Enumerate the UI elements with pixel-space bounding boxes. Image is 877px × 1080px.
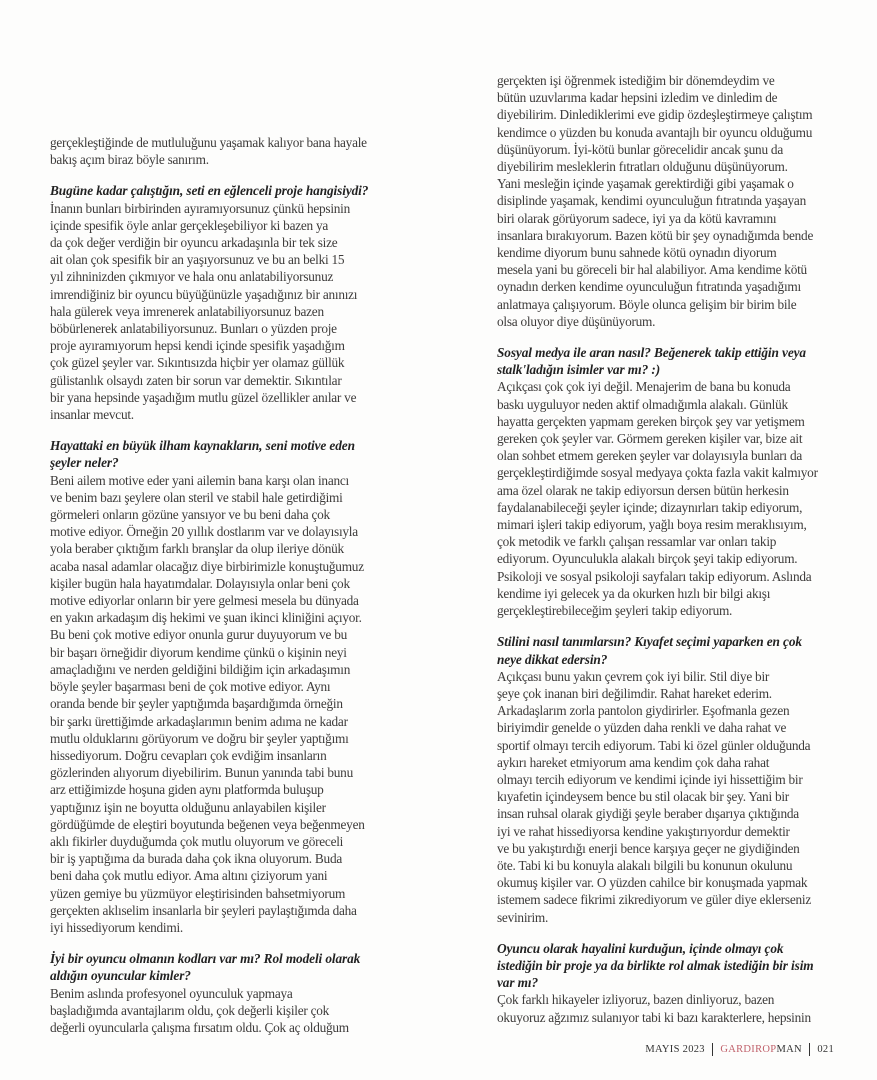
question-line: var mı? bbox=[497, 975, 539, 991]
text-line: şeye çok inanan biri değilimdir. Rahat hareket ederim. bbox=[497, 685, 772, 701]
text-line: Çok farklı hikayeler izliyoruz, bazen dinliyoruz, bazen bbox=[497, 992, 775, 1008]
question-line: Bugüne kadar çalıştığın, seti en eğlenceli proje hangisiydi? bbox=[50, 183, 369, 199]
text-line: çok güzel şeyler var. Sıkıntısızda hiçbir yer olamaz güllük bbox=[50, 355, 345, 371]
brand-name-part2: MAN bbox=[776, 1044, 802, 1055]
text-line: görmeleri onların gözüne yansıyor ve bu beni daha çok bbox=[50, 507, 330, 523]
text-line: olan sohbet etmem gereken şeyler var dolayısıyla bunları da bbox=[497, 448, 803, 464]
text-line: Beni ailem motive eder yani ailemin bana karşı olan inancı bbox=[50, 472, 349, 488]
interview-question bbox=[497, 633, 847, 667]
text-line: öte. Tabi ki bu konuyla alakalı bilgili bu konunun okulunu bbox=[497, 857, 793, 873]
question-line: İyi bir oyuncu olmanın kodları var mı? Rol modeli olarak bbox=[50, 951, 361, 967]
text-line: İnanın bunları birbirinden ayıramıyorsunuz çünkü hepsinin bbox=[50, 200, 350, 216]
text-line: yüzen gemiye bu yüzmüyor eleştirisinden bahsetmiyorum bbox=[50, 885, 346, 901]
text-line: gerçekleştirdiğimde sosyal medyaya çokta fazla vakit kalmıyor bbox=[497, 465, 818, 481]
text-line: Benim aslında profesyonel oyunculuk yapmaya bbox=[50, 985, 293, 1001]
interview-question bbox=[50, 437, 395, 471]
text-line: sportif olmayı tercih ediyorum. Tabi ki özel günler olduğunda bbox=[497, 737, 811, 753]
paragraph bbox=[497, 72, 847, 330]
text-line: gördüğümde de eleştiri boyutunda beğenen veya beğenmeyen bbox=[50, 816, 365, 832]
text-line: da çok değer verdiğin bir oyuncu arkadaşınla bir tek size bbox=[50, 235, 338, 251]
interview-question bbox=[497, 344, 847, 378]
question-line: Sosyal medya ile aran nasıl? Beğenerek takip ettiğin veya bbox=[497, 345, 806, 361]
page-number: 021 bbox=[817, 1044, 834, 1055]
text-line: mimari işleri takip ediyorum, yağlı boya resim meraklısıyım, bbox=[497, 517, 807, 533]
text-line: bütün uzuvlarıma kadar hepsini izledim ve dinledim de bbox=[497, 90, 778, 106]
text-line: mesela yani bu göreceli bir hal alabiliyor. Ama kendime kötü bbox=[497, 262, 807, 278]
text-line: oranda bende bir şeyler yaptığımda başardığımda örneğin bbox=[50, 696, 343, 712]
text-line: değerli oyuncularla çalışma fırsatım oldu. Çok aç olduğum bbox=[50, 1019, 349, 1035]
page-footer bbox=[645, 1043, 834, 1056]
text-line: başladığımda avantajlarım oldu, çok değerli kişiler çok bbox=[50, 1002, 330, 1018]
text-line: kendimce o yüzden bu konuda avantajlı bir oyuncu olduğumu bbox=[497, 124, 813, 140]
magazine-logo bbox=[720, 1044, 801, 1055]
text-line: ait olan çok spesifik bir an yaşıyorsunuz ve bu an belki 15 bbox=[50, 252, 345, 268]
text-line: böyle şeyler başarması beni de çok motive ediyor. Aynı bbox=[50, 679, 331, 695]
text-line: iyi ve rahat hissediyorsa kendine yakıştırıyordur demektir bbox=[497, 823, 790, 839]
text-line: bir iş yaptığıma da burada daha çok ikna oluyorum. Buda bbox=[50, 851, 343, 867]
text-line: baskı uyguluyor neden aktif olmadığımla alakalı. Günlük bbox=[497, 396, 788, 412]
paragraph bbox=[50, 134, 395, 168]
text-line: gerçekleştirebileceğim şeyleri takip ediyorum. bbox=[497, 603, 733, 619]
interview-qa bbox=[50, 950, 395, 1036]
interview-answer bbox=[50, 985, 395, 1037]
text-line: insanlar mevcut. bbox=[50, 407, 134, 423]
text-line: ve bu yakıştırdığı enerji bence karşıya geçer ne giydiğinden bbox=[497, 840, 800, 856]
text-line: bir yana hepsinde yaşadığım mutlu güzel özellikler anılar ve bbox=[50, 389, 357, 405]
text-line: böbürlenerek anlatabiliyorsunuz. Bunları o yüzden proje bbox=[50, 321, 337, 337]
text-line: iyi hissediyorum kendimi. bbox=[50, 919, 183, 935]
text-line: diyebilirim. Dinlediklerimi eve gidip özdeşleştirmeye çalıştım bbox=[497, 107, 813, 123]
question-line: stalk'ladığın isimler var mı? :) bbox=[497, 362, 661, 378]
text-line: biriyimdir genelde o yüzden daha renkli ve daha rahat ve bbox=[497, 720, 787, 736]
text-line: istemem sadece fikrimi zikrediyorum ve güler diye eklerseniz bbox=[497, 892, 811, 908]
text-line: gerçekten aklıselim insanlarla bir şeyleri paylaştığımda daha bbox=[50, 902, 357, 918]
text-line: motive ediyorlar onların bir yere gelmesi mesela bu dünyada bbox=[50, 593, 359, 609]
text-line: ve benim bazı şeylere olan steril ve stabil hale getirdiğimi bbox=[50, 489, 343, 505]
text-line: gülistanlık olsaydı zaten bir sorun var demektir. Sıkıntılar bbox=[50, 372, 342, 388]
text-line: düşünüyorum. İyi-kötü bunlar görecelidir ancak şunu da bbox=[497, 141, 783, 157]
text-line: hissediyorum. Doğru cevapları çok evdiğim insanların bbox=[50, 747, 327, 763]
question-line: aldığın oyuncular kimler? bbox=[50, 968, 191, 984]
interview-answer bbox=[50, 200, 395, 424]
text-line: gereken çok şeyler var. Görmem gereken kişiler var, bize ait bbox=[497, 431, 803, 447]
text-line: kişiler bugün hala hayatımdalar. Dolayısıyla onlar beni çok bbox=[50, 575, 350, 591]
interview-question bbox=[50, 950, 395, 984]
text-line: gerçekten işi öğrenmek istediğim bir dönemdeydim ve bbox=[497, 73, 775, 88]
text-line: yola beraber çıktığım farklı branşlar da olup ileriye dönük bbox=[50, 541, 344, 557]
text-line: diyebilirim mesleklerin fıtratları olduğunu düşünüyorum. bbox=[497, 159, 788, 175]
interview-qa bbox=[50, 437, 395, 936]
left-column bbox=[50, 134, 395, 1050]
question-line: Stilini nasıl tanımlarsın? Kıyafet seçimi yaparken en çok bbox=[497, 634, 802, 650]
question-line: neye dikkat edersin? bbox=[497, 651, 608, 667]
text-line: imrendiğiniz bir oyuncu büyüğünüzle yaşadığınız bir anınızı bbox=[50, 286, 358, 302]
brand-name-part1: GARDIROP bbox=[720, 1044, 777, 1055]
text-line: disiplinde yaşamak, kendimi oyunculuğun fıtratında yaşayan bbox=[497, 193, 806, 209]
text-line: ediyorum. Oyunculukla alakalı birçok şeyi takip ediyorum. bbox=[497, 551, 798, 567]
interview-question bbox=[50, 182, 395, 199]
interview-answer bbox=[50, 472, 395, 936]
interview-qa bbox=[497, 633, 847, 925]
text-line: kıyafetin içindeysem bence bu stil olacak bir şey. Yani bir bbox=[497, 789, 789, 805]
text-line: Psikoloji ve sosyal psikoloji sayfaları takip ediyorum. Aslında bbox=[497, 568, 812, 584]
interview-answer bbox=[497, 378, 847, 619]
text-line: bir şarkı ürettiğimde arkadaşlarımın benim adıma ne kadar bbox=[50, 713, 348, 729]
text-line: olmayı tercih ediyorum ve kendimi içinde iyi hissettiğim bir bbox=[497, 771, 803, 787]
question-line: Hayattaki en büyük ilham kaynakların, seni motive eden bbox=[50, 438, 355, 454]
text-line: Arkadaşlarım zorla pantolon giydirirler. Eşofmanla gezen bbox=[497, 703, 790, 719]
text-line: amaçladığını ve nerden geldiğini bildiğim için arkadaşımın bbox=[50, 661, 351, 677]
text-line: Açıkçası bunu yakın çevrem çok iyi bilir. Stil diye bir bbox=[497, 668, 770, 684]
text-line: arz ettiğimizde hoşuna giden aynı platformda buluşup bbox=[50, 782, 324, 798]
text-line: proje ayıramıyorum hepsi kendi içinde spesifik yaşadığım bbox=[50, 338, 345, 354]
text-line: Yani mesleğin içinde yaşamak gerektirdiği gibi yaşamak o bbox=[497, 176, 794, 192]
text-line: bir başarı örneğidir diyorum kendime çünkü o kişinin neyi bbox=[50, 644, 347, 660]
text-line: hala gülerek veya imrenerek anlatabiliyorsunuz bazen bbox=[50, 303, 324, 319]
divider bbox=[809, 1043, 811, 1056]
text-line: kendime diyorum bunu sahnede kötü oynadın diyorum bbox=[497, 245, 777, 261]
text-line: faydalanabileceği şeyler içinde; dizaynırları takip ediyorum, bbox=[497, 499, 803, 515]
text-line: Açıkçası çok çok iyi değil. Menajerim de bana bu konuda bbox=[497, 379, 791, 395]
interview-qa bbox=[50, 182, 395, 423]
divider bbox=[712, 1043, 714, 1056]
text-line: insan ruhsal olarak giydiği şeyle beraber dışarıya çıktığında bbox=[497, 806, 799, 822]
text-line: çok metodik ve farklı çalışan ressamlar var onları takip bbox=[497, 534, 777, 550]
right-column bbox=[497, 72, 847, 1040]
question-line: Oyuncu olarak hayalini kurduğun, içinde olmayı çok bbox=[497, 940, 784, 956]
text-line: ama özel olarak ne takip ediyorsun dersen bütün herkesin bbox=[497, 482, 789, 498]
interview-qa bbox=[497, 344, 847, 619]
interview-question bbox=[497, 940, 847, 992]
text-line: gözlerinden alıyorum diyebilirim. Bunun yanında tabi bunu bbox=[50, 765, 353, 781]
issue-date: MAYIS 2023 bbox=[645, 1044, 705, 1055]
text-line: aykırı hareket etmiyorum ama kendim çok daha rahat bbox=[497, 754, 770, 770]
text-line: okuyoruz ağzımız sulanıyor tabi ki bazı karakterlere, hepsinin bbox=[497, 1009, 811, 1025]
question-line: istediğin bir proje ya da birlikte rol almak istediğin bir isim bbox=[497, 957, 814, 973]
text-line: beni daha çok mutlu ediyor. Ama altını çiziyorum yani bbox=[50, 868, 328, 884]
text-line: mutlu olduklarını görüyorum ve doğru bir şeyler yaptığımı bbox=[50, 730, 349, 746]
text-line: acaba nasal adamlar olacağız diye birbirimizle konuştuğumuz bbox=[50, 558, 364, 574]
text-line: hayatta gerçekten yapmam gereken birçok şey var yetişmem bbox=[497, 413, 805, 429]
interview-answer bbox=[497, 668, 847, 926]
text-line: yıl zihninizden çıkmıyor ve hala onu anlatabiliyorsunuz bbox=[50, 269, 334, 285]
text-line: içinde spesifik öyle anlar gerçekleşebiliyor ki bazen ya bbox=[50, 217, 329, 233]
text-line: biri olarak görüyorum sadece, iyi ya da kötü kavramını bbox=[497, 210, 777, 226]
text-line: olsa oluyor diye düşünüyorum. bbox=[497, 313, 656, 329]
text-line: en yakın arkadaşım diş hekimi ve şuan ikinci kliniğini açıyor. bbox=[50, 610, 362, 626]
text-line: Bu beni çok motive ediyor onunla gurur duyuyorum ve bu bbox=[50, 627, 348, 643]
text-line: kendime iyi gelecek ya da okurken hızlı bir bilgi akışı bbox=[497, 585, 771, 601]
text-line: aklı fikirler duyduğumda çok mutlu oluyorum ve göreceli bbox=[50, 833, 344, 849]
text-line: gerçekleştiğinde de mutluluğunu yaşamak kalıyor bana hayale bbox=[50, 135, 367, 150]
text-line: okumuş kişiler var. O yüzden cahilce bir konuşmada yapmak bbox=[497, 875, 808, 891]
interview-answer bbox=[497, 991, 847, 1025]
text-line: sevinirim. bbox=[497, 909, 549, 925]
text-line: anlatmaya çalışıyorum. Böyle olunca gelişim bir birim bile bbox=[497, 296, 797, 312]
text-line: bakış açım biraz böyle sanırım. bbox=[50, 152, 209, 168]
text-line: insanlara bırakıyorum. Bazen kötü bir şey oynadığımda bende bbox=[497, 227, 814, 243]
text-line: motive ediyor. Örneğin 20 yıllık dostlarım var ve dolayısıyla bbox=[50, 524, 358, 540]
text-line: yaptığınız işin ne boyutta olduğunu anlayabilen kişiler bbox=[50, 799, 326, 815]
interview-qa bbox=[497, 940, 847, 1026]
text-line: oynadın derken kendime oyunculuğun fıtratında yaşadığımı bbox=[497, 279, 801, 295]
question-line: şeyler neler? bbox=[50, 455, 119, 471]
